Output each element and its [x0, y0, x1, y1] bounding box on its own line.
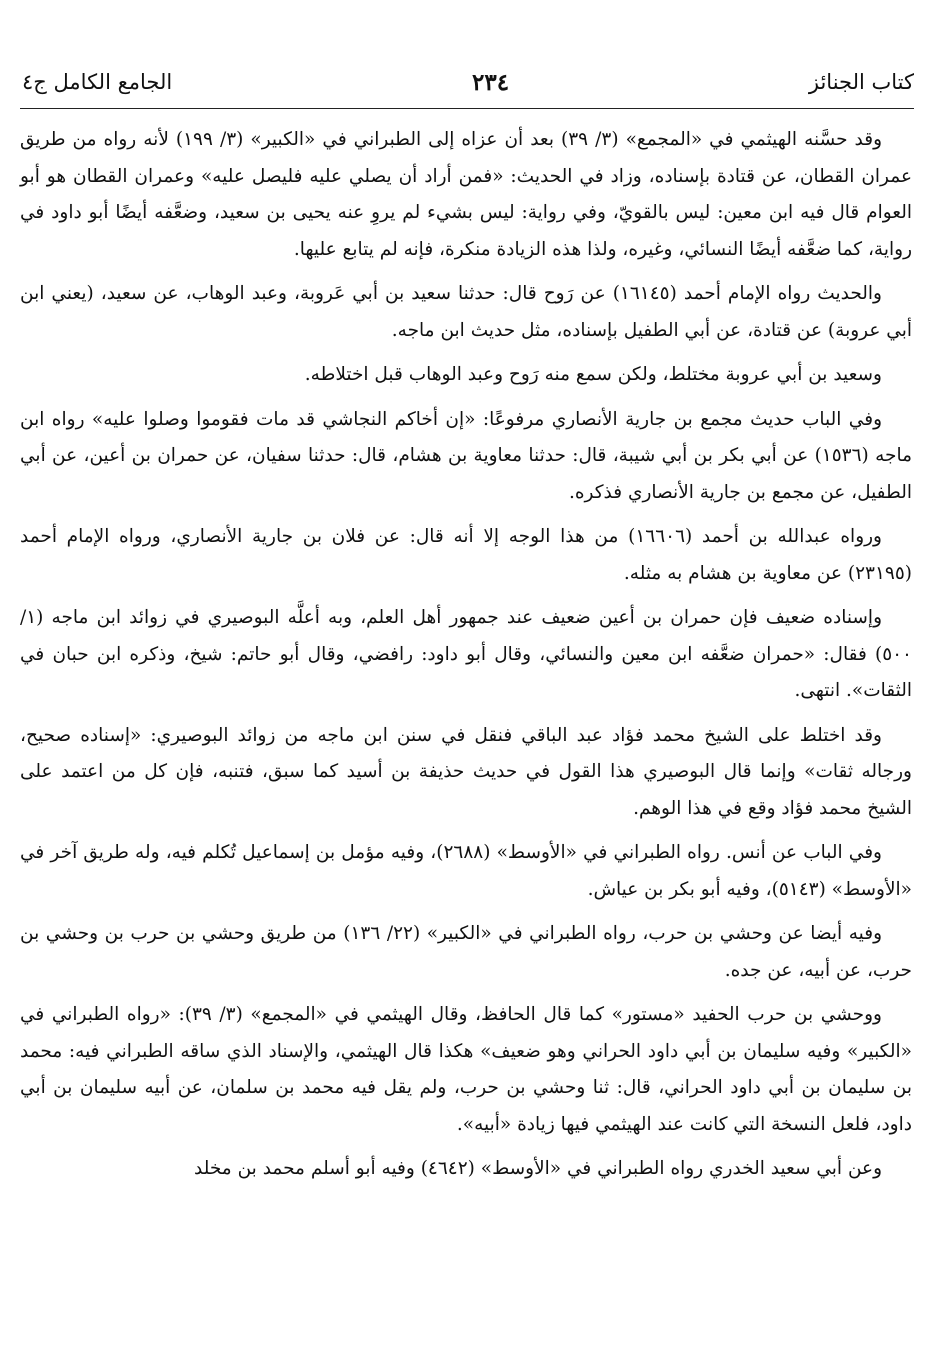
header-rule — [20, 108, 914, 109]
paragraph: وفي الباب حديث مجمع بن جارية الأنصاري مرفوعًا: «إن أخاكم النجاشي قد مات فقوموا وصلوا عليه» رواه ابن ماجه (١٥٣٦) عن أبي بكر بن أبي شيبة، قال: حدثنا معاوية بن هشام، قال: حدثنا سفيان، عن حمران بن أعين، عن أبي الطفيل، عن مجمع بن جارية الأنصاري فذكره. — [20, 408, 912, 503]
paragraph: ورواه عبدالله بن أحمد (١٦٦٠٦) من هذا الوجه إلا أنه قال: عن فلان بن جارية الأنصاري، ورواه الإمام أحمد (٢٣١٩٥) عن معاوية بن هشام به مثله. — [20, 526, 912, 584]
paragraph: وفيه أيضا عن وحشي بن حرب، رواه الطبراني في «الكبير» (٢٢/ ١٣٦) من طريق وحشي بن حرب بن وحشي بن حرب، عن أبيه، عن جده. — [20, 923, 912, 981]
paragraph: وعن أبي سعيد الخدري رواه الطبراني في «الأوسط» (٤٦٤٢) وفيه أبو أسلم محمد بن مخلد — [194, 1158, 882, 1179]
header-section-title: كتاب الجنائز — [808, 70, 914, 94]
page-number: ٢٣٤ — [472, 68, 510, 96]
running-header — [22, 62, 914, 102]
header-volume-title: الجامع الكامل ج٤ — [22, 70, 173, 94]
paragraph: ووحشي بن حرب الحفيد «مستور» كما قال الحافظ، وقال الهيثمي في «المجمع» (٣/ ٣٩): «رواه الطبراني في «الكبير» وفيه سليمان بن أبي داود الحراني وهو ضعيف» هكذا قال الهيثمي، والإسناد الذي ساقه الطبراني فيه: محمد بن سليمان بن أبي داود الحراني، قال: ثنا وحشي بن حرب، ولم يقل فيه محمد بن سلمان، عن أبيه سليمان بن أبي داود، فلعل النسخة التي كانت عند الهيثمي فيها زيادة «أبيه». — [20, 1004, 912, 1135]
paragraph: وقد اختلط على الشيخ محمد فؤاد عبد الباقي فنقل في سنن ابن ماجه من زوائد البوصيري: «إسناده صحيح، ورجاله ثقات» وإنما قال البوصيري هذا القول في حديث حذيفة بن أسيد كما سبق، فتنبه، فإن كل من اعتمد على الشيخ محمد فؤاد وقع في هذا الوهم. — [20, 724, 912, 819]
page-body — [20, 122, 912, 1196]
paragraph: وسعيد بن أبي عروبة مختلط، ولكن سمع منه رَوح وعبد الوهاب قبل اختلاطه. — [304, 364, 882, 385]
paragraph: وإسناده ضعيف فإن حمران بن أعين ضعيف عند جمهور أهل العلم، وبه أعلَّه البوصيري في زوائد ابن ماجه (١/ ٥٠٠) فقال: «حمران ضعَّفه ابن معين والنسائي، وقال أبو داود: رافضي، وقال أبو حاتم: شيخ، وذكره ابن حبان في الثقات». انتهى. — [20, 607, 912, 701]
paragraph: وفي الباب عن أنس. رواه الطبراني في «الأوسط» (٢٦٨٨)، وفيه مؤمل بن إسماعيل تُكلم فيه، وله طريق آخر في «الأوسط» (٥١٤٣)، وفيه أبو بكر بن عياش. — [20, 842, 912, 900]
paragraph: وقد حسَّنه الهيثمي في «المجمع» (٣/ ٣٩) بعد أن عزاه إلى الطبراني في «الكبير» (٣/ ١٩٩) لأنه رواه من طريق عمران القطان، عن قتادة بإسناده، وزاد في الحديث: «فمن أراد أن يصلي عليه فليصل عليه» وعمران القطان هو أبو العوام قال فيه ابن معين: ليس بالقويّ، وفي رواية: ليس بشيء لم يروِ عنه يحيى بن سعيد، وضعَّفه أيضًا أبو داود في رواية، كما ضعَّفه أيضًا النسائي، وغيره، ولذا هذه الزيادة منكرة، فإنه لم يتابع عليها. — [20, 129, 912, 260]
paragraph: والحديث رواه الإمام أحمد (١٦١٤٥) عن رَوح قال: حدثنا سعيد بن أبي عَروبة، وعبد الوهاب، عن سعيد، (يعني ابن أبي عروبة) عن قتادة، عن أبي الطفيل بإسناده، مثل حديث ابن ماجه. — [20, 283, 912, 341]
